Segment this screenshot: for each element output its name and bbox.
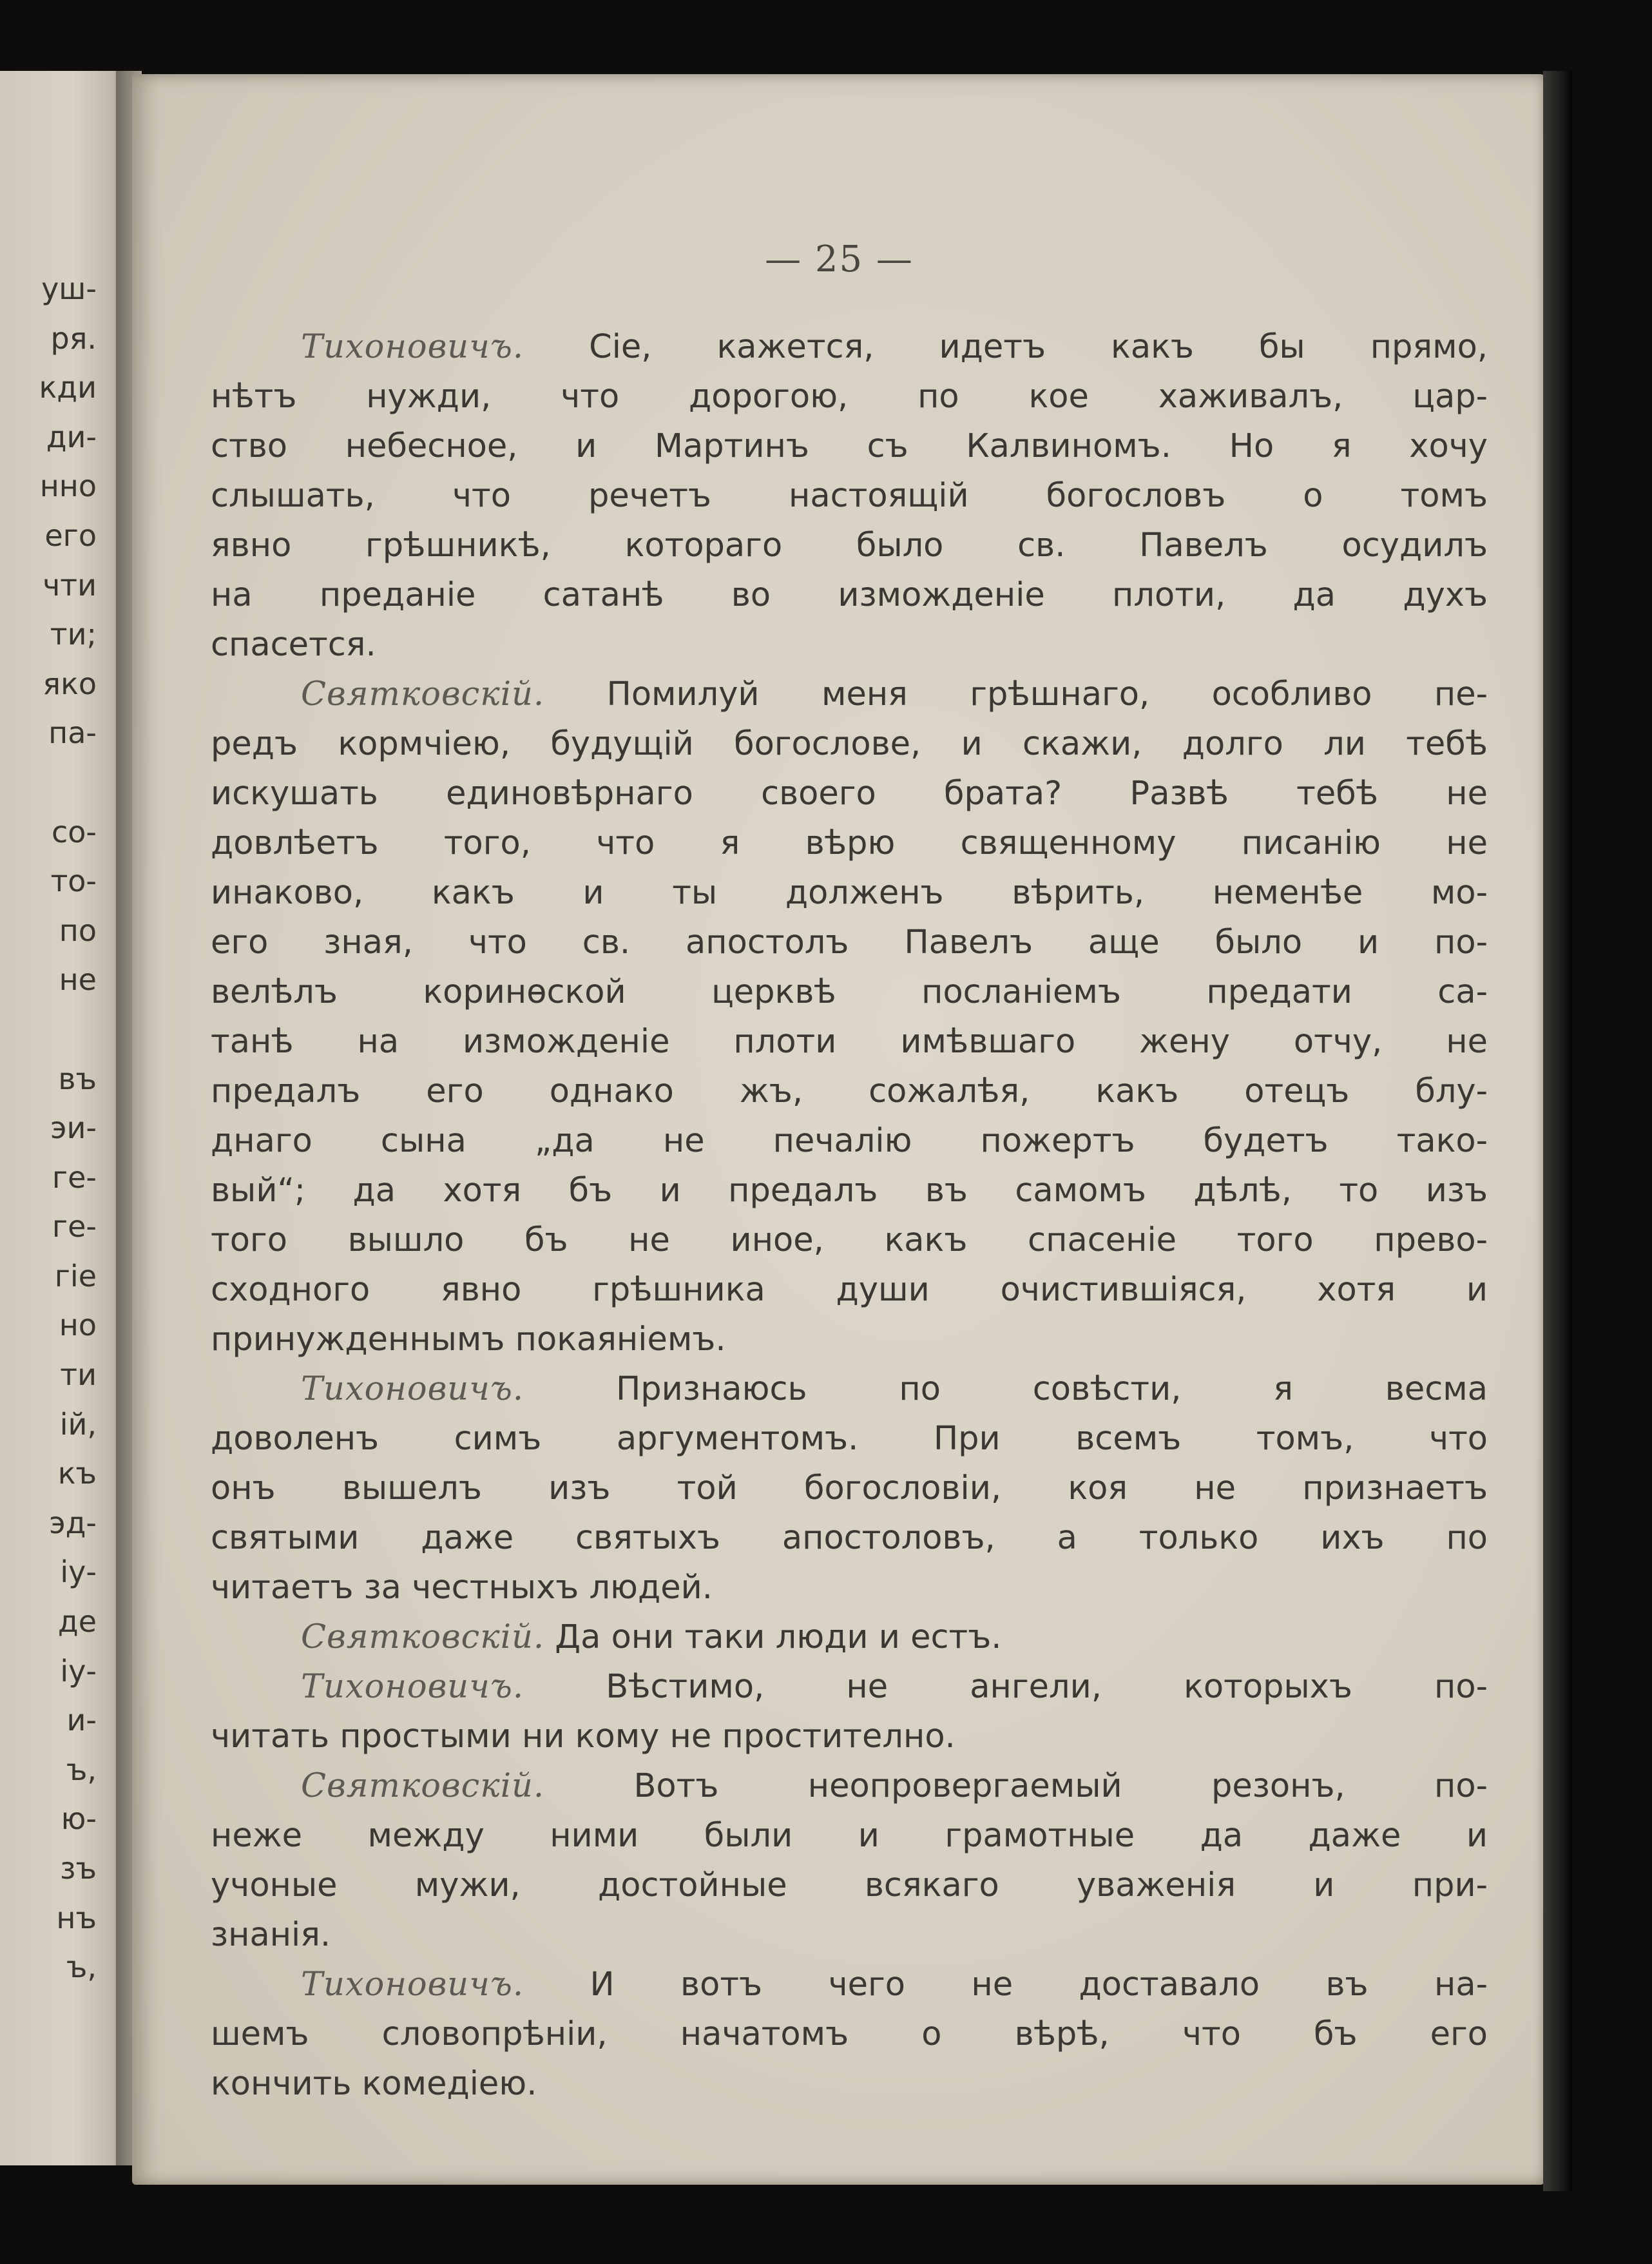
line-text: И вотъ чего не доставало въ на- bbox=[590, 1966, 1488, 2004]
line-text: Сіе, кажется, идетъ какъ бы прямо, bbox=[589, 328, 1488, 366]
text-line bbox=[211, 769, 1488, 818]
line-text: предалъ его однако жъ, сожалѣя, какъ отецъ блу- bbox=[211, 1072, 1488, 1110]
line-text: того вышло бъ не иное, какъ спасеніе того прево- bbox=[211, 1221, 1488, 1259]
previous-page-fragment: къ bbox=[57, 1456, 97, 1491]
previous-page-fragment: нно bbox=[39, 469, 97, 504]
text-line bbox=[211, 570, 1488, 620]
text-line bbox=[211, 2059, 1488, 2109]
text-line bbox=[211, 471, 1488, 521]
text-line bbox=[211, 1265, 1488, 1315]
previous-page-fragment: ій, bbox=[59, 1406, 97, 1442]
speaker-name: Тихоновичъ. bbox=[301, 1668, 524, 1706]
previous-page-text-fragments bbox=[0, 264, 97, 1992]
line-text: Вотъ неопровергаемый резонъ, по- bbox=[633, 1767, 1488, 1805]
dialogue-paragraph bbox=[211, 1761, 1488, 1960]
text-line bbox=[211, 1464, 1488, 1513]
text-line bbox=[211, 1215, 1488, 1265]
line-text: святыми даже святыхъ апостоловъ, а только ихъ по bbox=[211, 1519, 1488, 1557]
book-cover-edge bbox=[1543, 71, 1572, 2191]
previous-page-fragment: ю- bbox=[61, 1801, 97, 1837]
line-text: Да они таки люди и естъ. bbox=[555, 1618, 1002, 1656]
line-text: учоные мужи, достойные всякаго уваженія и при- bbox=[211, 1866, 1488, 1904]
line-text: слышать, что речетъ настоящій богословъ о томъ bbox=[211, 477, 1488, 515]
line-text: Вѣстимо, не ангели, которыхъ по- bbox=[606, 1668, 1488, 1706]
line-text: танѣ на изможденіе плоти имѣвшаго жену отчу, не bbox=[211, 1023, 1488, 1061]
text-line bbox=[211, 1712, 1488, 1761]
text-line bbox=[211, 818, 1488, 868]
text-line bbox=[211, 322, 1488, 372]
line-text: его зная, что св. апостолъ Павелъ аще было и по- bbox=[211, 924, 1488, 962]
previous-page-fragment: но bbox=[59, 1308, 97, 1343]
text-line bbox=[211, 967, 1488, 1017]
previous-page-fragment: эд- bbox=[49, 1505, 97, 1540]
previous-page-fragment: чти bbox=[43, 567, 97, 603]
speaker-name: Тихоновичъ. bbox=[301, 328, 524, 366]
previous-page-fragment: ря. bbox=[50, 320, 97, 356]
text-line bbox=[211, 719, 1488, 769]
line-text: принужденнымъ покаяніемъ. bbox=[211, 1321, 726, 1359]
speaker-name: Святковскій. bbox=[301, 675, 545, 713]
previous-page-fragment: со- bbox=[51, 814, 97, 849]
line-text: онъ вышелъ изъ той богословіи, коя не признаетъ bbox=[211, 1469, 1488, 1507]
text-line bbox=[211, 918, 1488, 967]
previous-page-fragment: ти; bbox=[50, 617, 97, 652]
text-line bbox=[211, 421, 1488, 471]
text-line bbox=[211, 1513, 1488, 1563]
line-text: довлѣетъ того, что я вѣрю священному писанію не bbox=[211, 824, 1488, 862]
line-text: доволенъ симъ аргументомъ. При всемъ томъ, что bbox=[211, 1420, 1488, 1458]
text-line bbox=[211, 1166, 1488, 1215]
text-line bbox=[211, 1910, 1488, 1960]
line-text: велѣлъ коринѳской церквѣ посланіемъ предати са- bbox=[211, 973, 1488, 1011]
previous-page-fragment: въ bbox=[58, 1061, 97, 1096]
text-line bbox=[211, 670, 1488, 719]
previous-page-fragment: ти bbox=[60, 1357, 97, 1393]
line-text: днаго сына „да не печалію пожертъ будетъ тако- bbox=[211, 1122, 1488, 1160]
dialogue-paragraph bbox=[211, 1662, 1488, 1761]
text-line bbox=[211, 1811, 1488, 1861]
text-line bbox=[211, 1761, 1488, 1811]
line-text: читаетъ за честныхъ людей. bbox=[211, 1569, 713, 1607]
line-text: сходного явно грѣшника души очистившіяся, хотя и bbox=[211, 1271, 1488, 1309]
previous-page-fragment: не bbox=[59, 962, 97, 998]
previous-page-fragment: по bbox=[59, 913, 97, 948]
previous-page-fragment: яко bbox=[43, 666, 97, 701]
speaker-name: Святковскій. bbox=[301, 1767, 545, 1805]
text-line bbox=[211, 372, 1488, 421]
speaker-name: Святковскій. bbox=[301, 1618, 545, 1656]
previous-page-fragment: ъ, bbox=[66, 1752, 97, 1787]
line-text: спасется. bbox=[211, 626, 376, 664]
line-text: явно грѣшникѣ, котораго было св. Павелъ осудилъ bbox=[211, 527, 1488, 565]
line-text: искушать единовѣрнаго своего брата? Развѣ тебѣ не bbox=[211, 775, 1488, 813]
previous-page-fragment: ге- bbox=[52, 1159, 97, 1195]
text-line bbox=[211, 2009, 1488, 2059]
text-line bbox=[211, 1017, 1488, 1067]
line-text: Помилуй меня грѣшнаго, особливо пе- bbox=[606, 675, 1488, 713]
dialogue-paragraph bbox=[211, 1612, 1488, 1662]
text-line bbox=[211, 521, 1488, 570]
line-text: знанія. bbox=[211, 1916, 331, 1954]
previous-page-fragment: гіе bbox=[54, 1258, 97, 1293]
text-line bbox=[211, 1563, 1488, 1612]
line-text: ство небесное, и Мартинъ съ Калвиномъ. Но я хочу bbox=[211, 427, 1488, 465]
previous-page-fragment: ге- bbox=[52, 1209, 97, 1244]
previous-page-fragment: его bbox=[44, 518, 97, 553]
previous-page-fragment: зъ bbox=[60, 1851, 97, 1886]
page-number: — 25 — bbox=[765, 238, 914, 280]
text-line bbox=[211, 1315, 1488, 1364]
previous-page-fragment: уш- bbox=[41, 271, 97, 306]
text-line bbox=[211, 1364, 1488, 1414]
previous-page-fragment: кди bbox=[39, 370, 97, 405]
line-text: редъ кормчіею, будущій богослове, и скажи, долго ли тебѣ bbox=[211, 725, 1488, 763]
line-text: неже между ними были и грамотные да даже и bbox=[211, 1817, 1488, 1855]
speaker-name: Тихоновичъ. bbox=[301, 1966, 524, 2004]
previous-page-fragment: и- bbox=[66, 1703, 97, 1738]
previous-page-fragment: iу- bbox=[60, 1554, 97, 1590]
line-text: нѣтъ нужди, что дорогою, по кое хаживалъ, цар- bbox=[211, 378, 1488, 416]
line-text: Признаюсь по совѣсти, я весма bbox=[615, 1370, 1488, 1408]
text-line bbox=[211, 1612, 1488, 1662]
previous-page-fragment: iу- bbox=[60, 1653, 97, 1688]
line-text: шемъ словопрѣніи, начатомъ о вѣрѣ, что бъ его bbox=[211, 2015, 1488, 2053]
dialogue-paragraph bbox=[211, 1364, 1488, 1612]
previous-page-fragment: па- bbox=[48, 715, 97, 751]
text-line bbox=[211, 1414, 1488, 1464]
previous-page-fragment: то- bbox=[50, 864, 97, 899]
line-text: кончить комедіею. bbox=[211, 2065, 537, 2103]
previous-page-fragment: ъ, bbox=[66, 1950, 97, 1985]
text-line bbox=[211, 1662, 1488, 1712]
line-text: вый“; да хотя бъ и предалъ въ самомъ дѣлѣ, то изъ bbox=[211, 1172, 1488, 1210]
previous-page-fragment: нъ bbox=[56, 1900, 97, 1935]
text-line bbox=[211, 1116, 1488, 1166]
previous-page-fragment bbox=[0, 758, 97, 808]
text-line bbox=[211, 1960, 1488, 2009]
previous-page-fragment: ди- bbox=[46, 419, 97, 454]
text-line bbox=[211, 1067, 1488, 1116]
speaker-name: Тихоновичъ. bbox=[301, 1370, 524, 1408]
text-line bbox=[211, 620, 1488, 670]
text-line bbox=[211, 868, 1488, 918]
line-text: на преданіе сатанѣ во изможденіе плоти, да духъ bbox=[211, 576, 1488, 614]
previous-page-edge bbox=[0, 71, 122, 2165]
dialogue-paragraph bbox=[211, 1960, 1488, 2109]
previous-page-fragment bbox=[0, 1005, 97, 1054]
line-text: инаково, какъ и ты долженъ вѣрить, неменѣе мо- bbox=[211, 874, 1488, 912]
dialogue-paragraph bbox=[211, 322, 1488, 670]
previous-page-fragment: эи- bbox=[50, 1110, 97, 1146]
dialogue-paragraph bbox=[211, 670, 1488, 1364]
line-text: читать простыми ни кому не простително. bbox=[211, 1717, 956, 1756]
page bbox=[132, 74, 1546, 2185]
text-line bbox=[211, 1861, 1488, 1910]
previous-page-fragment: де bbox=[57, 1604, 97, 1640]
page-body bbox=[211, 322, 1488, 2109]
